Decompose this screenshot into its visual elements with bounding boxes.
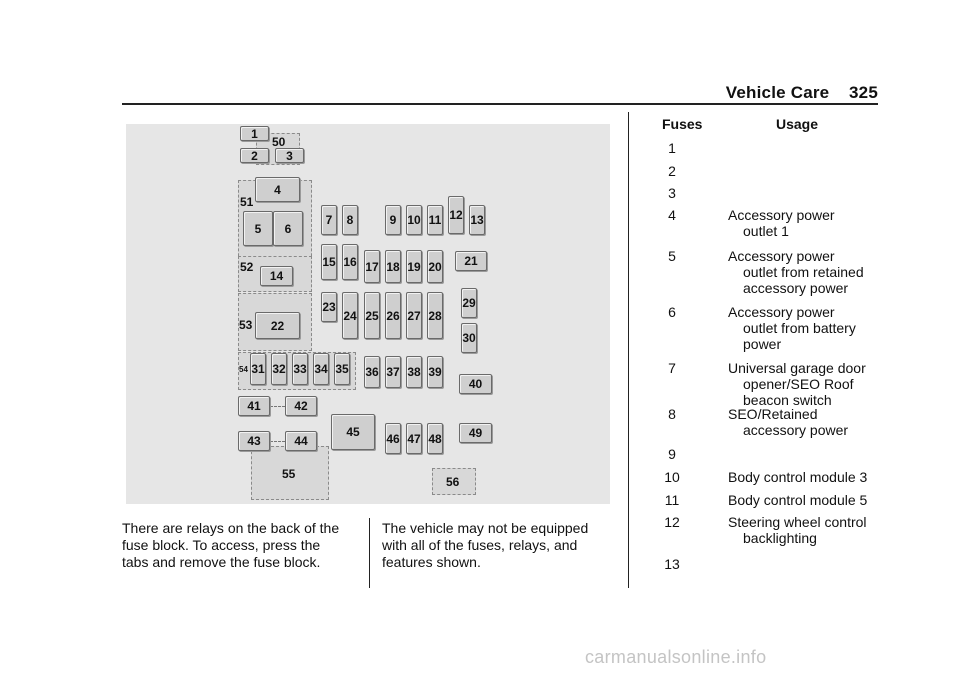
usage-line: accessory power [743, 280, 849, 296]
usage-line: accessory power [743, 422, 849, 438]
usage-line: outlet 1 [743, 223, 789, 239]
usage-line: outlet from retained [743, 264, 864, 280]
fuse-47: 47 [406, 423, 422, 454]
fuse-3: 3 [275, 148, 304, 163]
relays-paragraph [122, 520, 339, 571]
fuse-25: 25 [364, 292, 380, 339]
fuse-13: 13 [469, 205, 485, 235]
relay-label-53: 53 [239, 318, 253, 332]
fuse-usage [728, 406, 888, 438]
fuse-4: 4 [255, 177, 300, 202]
fuse-number: 11 [664, 492, 680, 508]
usage-line: Steering wheel control [728, 514, 867, 530]
fuse-48: 48 [427, 423, 443, 454]
fuse-33: 33 [292, 353, 308, 385]
column-divider-lower [369, 518, 370, 588]
column-divider [628, 112, 629, 588]
fuse-11: 11 [427, 205, 443, 235]
fuse-14: 14 [260, 266, 293, 286]
fuse-29: 29 [461, 288, 477, 318]
fuses-column-header: Fuses [662, 116, 703, 132]
fuse-30: 30 [461, 323, 477, 353]
text-line: features shown. [382, 554, 481, 570]
usage-line: Body control module 3 [728, 469, 868, 485]
fuse-usage [728, 360, 888, 408]
fuse-usage [728, 248, 888, 296]
fuse-40: 40 [459, 374, 492, 394]
text-line: tabs and remove the fuse block. [122, 554, 321, 570]
relay-label-54: 54 [239, 365, 248, 374]
usage-line: backlighting [743, 530, 817, 546]
fuse-46: 46 [385, 423, 401, 454]
fuse-23: 23 [321, 292, 337, 322]
fuse-27: 27 [406, 292, 422, 339]
relay-label-55: 55 [282, 467, 296, 481]
usage-line: Accessory power [728, 207, 835, 223]
fuse-number: 2 [668, 163, 676, 179]
fuse-usage [728, 492, 888, 508]
fuse-number: 10 [664, 469, 680, 485]
fuse-5: 5 [243, 211, 273, 246]
page-number: 325 [849, 83, 878, 102]
usage-line: opener/SEO Roof [743, 376, 854, 392]
fuse-20: 20 [427, 250, 443, 283]
fuse-24: 24 [342, 292, 358, 339]
usage-line: beacon switch [743, 392, 832, 408]
header-rule [122, 103, 878, 105]
fuse-12: 12 [448, 196, 464, 234]
fuse-26: 26 [385, 292, 401, 339]
fuse-28: 28 [427, 292, 443, 339]
text-line: with all of the fuses, relays, and [382, 537, 578, 553]
fuse-19: 19 [406, 250, 422, 283]
fuse-32: 32 [271, 353, 287, 385]
fuse-number: 6 [668, 304, 676, 320]
fuse-16: 16 [342, 244, 358, 280]
text-line: The vehicle may not be equipped [382, 520, 589, 536]
fuse-49: 49 [459, 423, 492, 443]
fuse-usage [728, 469, 888, 485]
fuse-number: 1 [668, 140, 676, 156]
fuse-usage [728, 514, 888, 546]
usage-line: Accessory power [728, 248, 835, 264]
fuse-7: 7 [321, 205, 337, 235]
fuse-number: 9 [668, 446, 676, 462]
fuse-number: 8 [668, 406, 676, 422]
fuse-21: 21 [455, 251, 487, 271]
usage-line: Accessory power [728, 304, 835, 320]
usage-line: Universal garage door [728, 360, 866, 376]
fuse-9: 9 [385, 205, 401, 235]
text-line: There are relays on the back of the [122, 520, 340, 536]
fuse-41: 41 [238, 396, 270, 416]
relay-label-52: 52 [240, 260, 254, 274]
relay-label-56: 56 [446, 475, 460, 489]
section-title: Vehicle Care [725, 83, 830, 102]
fuse-43: 43 [238, 431, 270, 451]
fuse-37: 37 [385, 356, 401, 388]
usage-line: power [743, 336, 782, 352]
usage-line: Body control module 5 [728, 492, 868, 508]
watermark: carmanualsonline.info [585, 647, 767, 667]
fuse-18: 18 [385, 250, 401, 283]
fuse-1: 1 [240, 126, 269, 141]
fuse-44: 44 [285, 431, 317, 451]
fuse-10: 10 [406, 205, 422, 235]
usage-line: outlet from battery [743, 320, 856, 336]
fuse-number: 12 [664, 514, 680, 530]
fuse-31: 31 [250, 353, 266, 385]
relay-label-51: 51 [240, 195, 254, 209]
text-line: fuse block. To access, press the [122, 537, 321, 553]
fuse-number: 5 [668, 248, 676, 264]
fuse-38: 38 [406, 356, 422, 388]
fuse-number: 3 [668, 185, 676, 201]
fuse-number: 4 [668, 207, 676, 223]
connector-line [270, 406, 285, 407]
connector-line [270, 441, 285, 442]
fuse-36: 36 [364, 356, 380, 388]
fuse-usage [728, 207, 888, 239]
fuse-6: 6 [273, 211, 303, 246]
usage-column-header: Usage [776, 116, 819, 132]
fuse-39: 39 [427, 356, 443, 388]
fuse-number: 13 [664, 556, 680, 572]
fuse-15: 15 [321, 244, 337, 280]
fuse-block-diagram [126, 124, 610, 504]
fuse-2: 2 [240, 148, 269, 163]
fuse-usage [728, 304, 888, 352]
fuse-34: 34 [313, 353, 329, 385]
fuse-number: 7 [668, 360, 676, 376]
fuse-35: 35 [334, 353, 350, 385]
equipment-paragraph [382, 520, 588, 571]
fuse-22: 22 [255, 312, 300, 339]
fuse-8: 8 [342, 205, 358, 235]
page-header-title [700, 83, 878, 103]
fuse-45: 45 [331, 414, 375, 450]
fuse-42: 42 [285, 396, 317, 416]
fuse-17: 17 [364, 250, 380, 283]
usage-line: SEO/Retained [728, 406, 818, 422]
relay-label-50: 50 [272, 135, 286, 149]
